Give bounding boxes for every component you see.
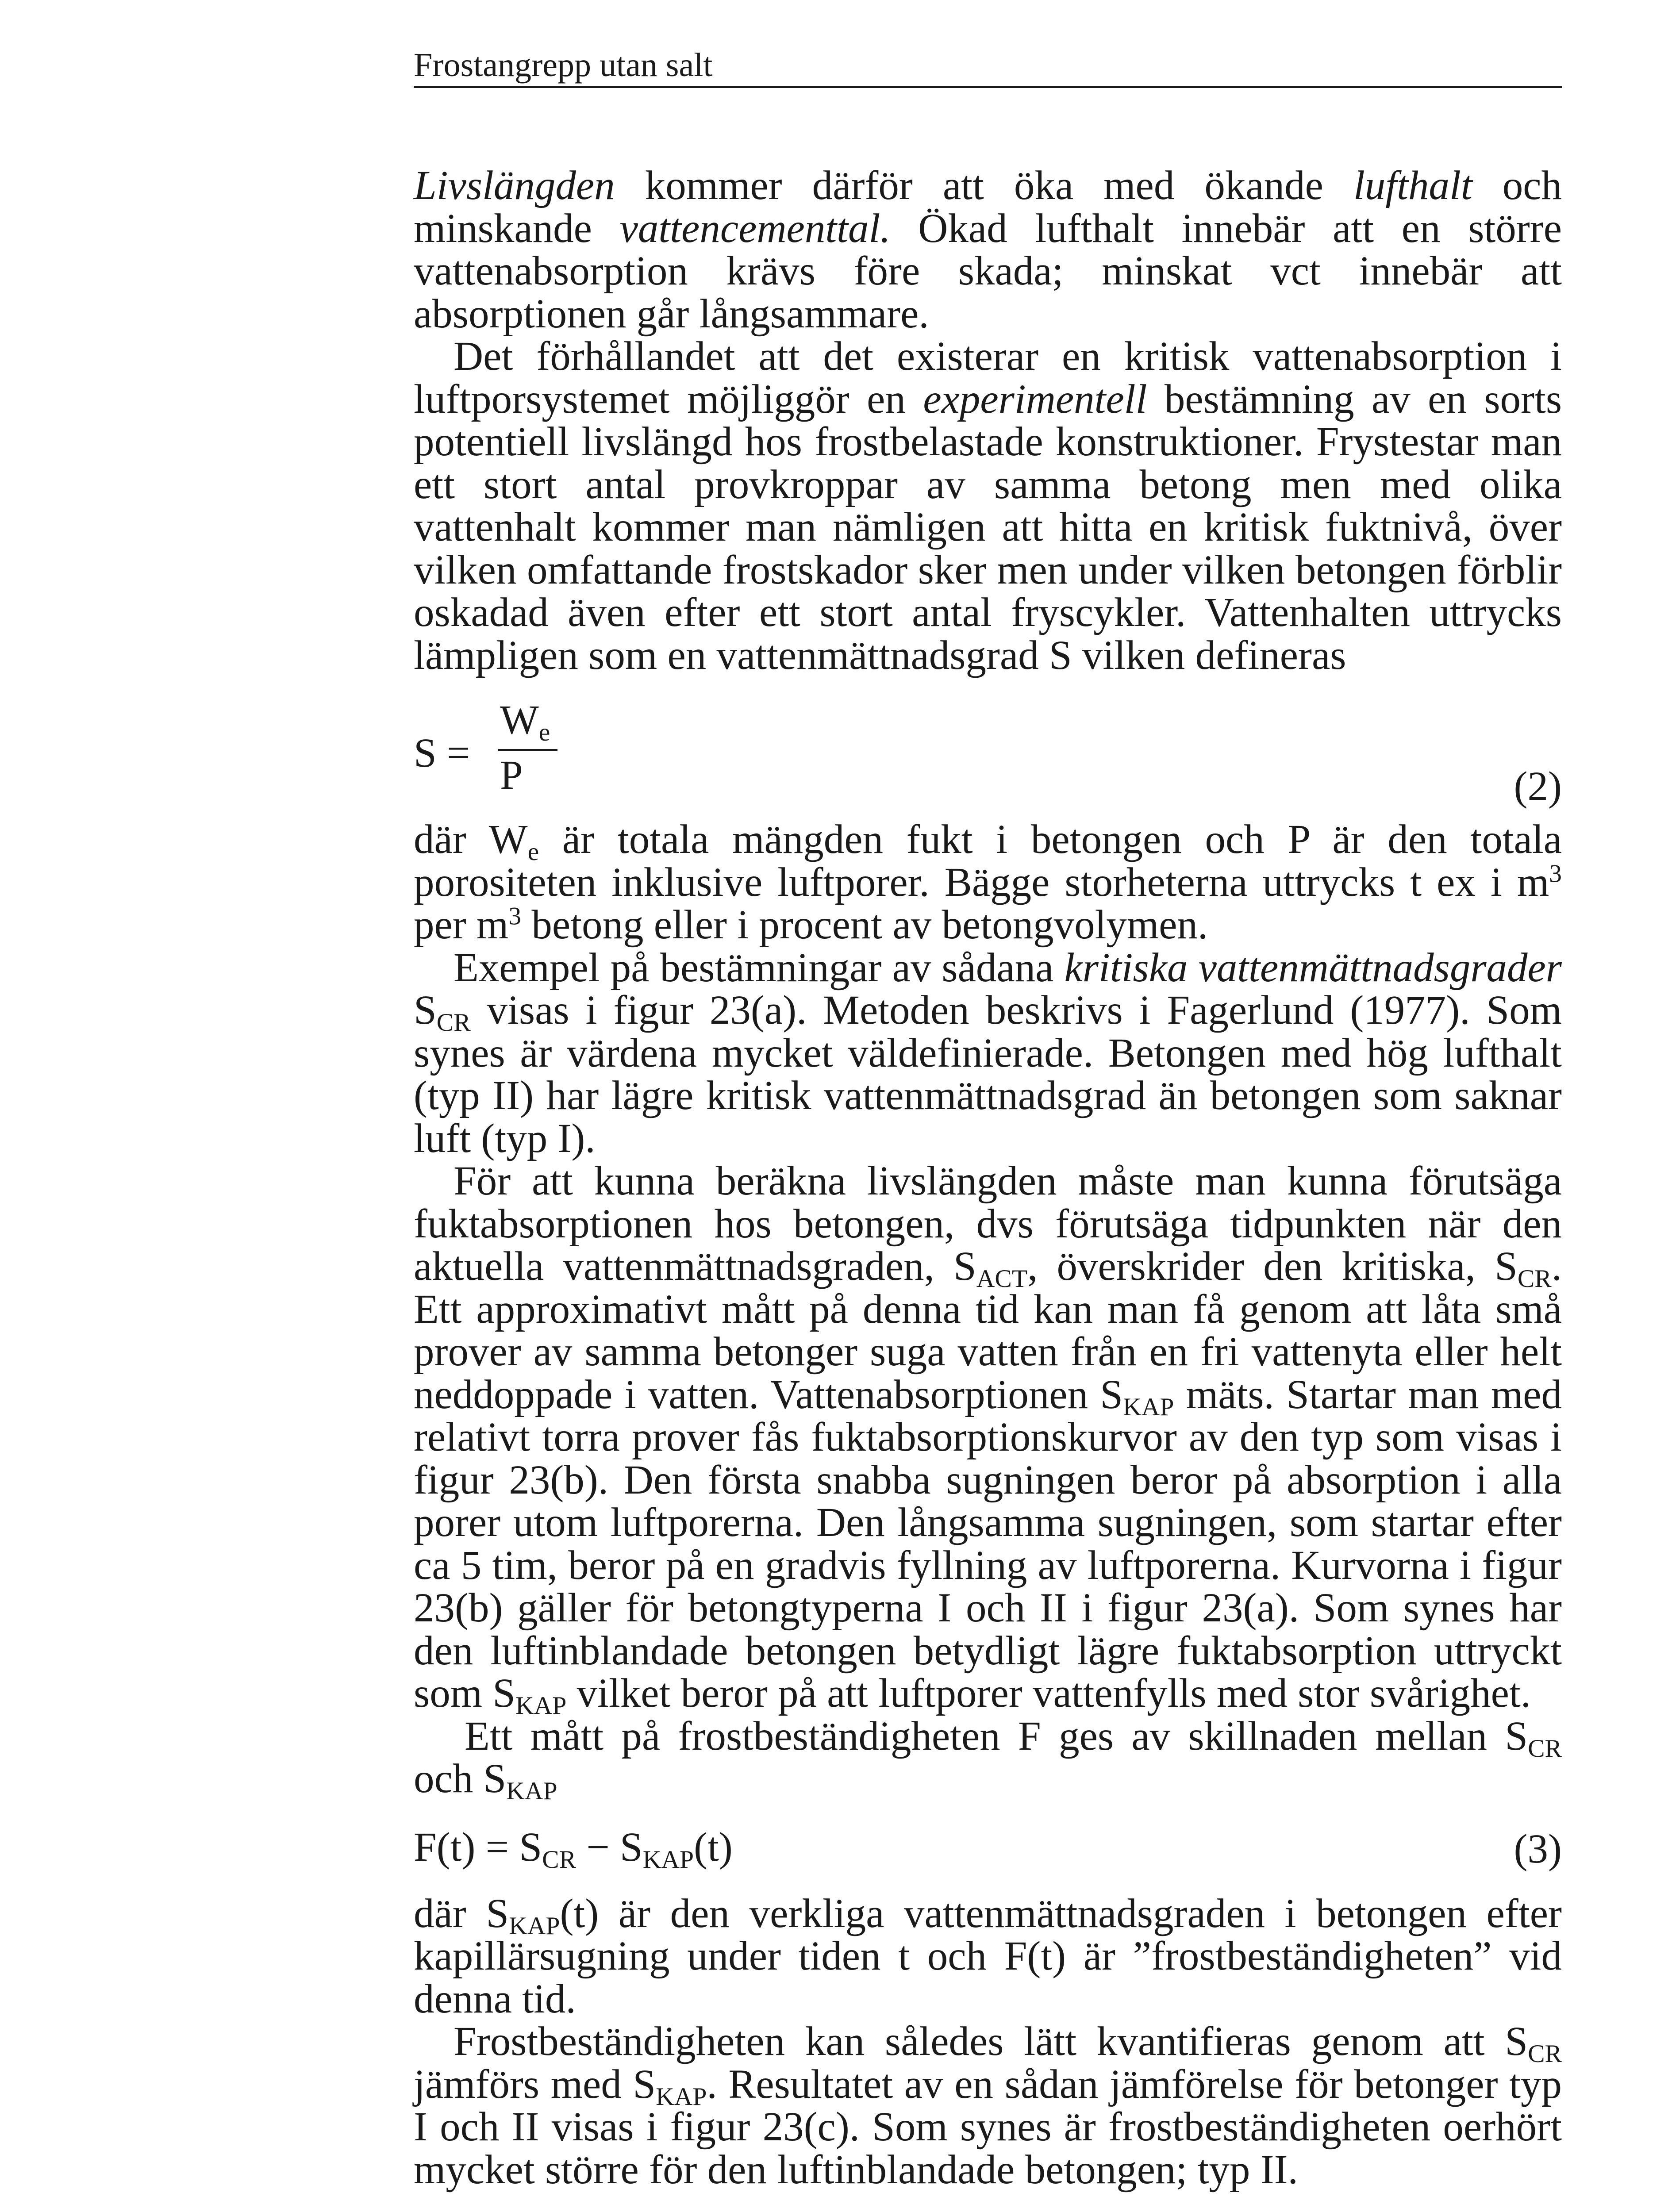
- paragraph-2: [414, 335, 1562, 677]
- text-run: . Resultatet av en sådan jämförelse för betonger typ I och II visas i figur 23(c). Som synes är frostbeständigheten oerhört mycket större för den luftinblandade betongen; typ II.: [414, 2061, 1562, 2193]
- equation-2-denominator: P: [500, 753, 523, 798]
- numerator-subscript: e: [538, 718, 550, 747]
- text-run: bestämning av en sorts potentiell livslängd hos frostbelastade konstruktioner. Frystestar man ett stort antal provkroppar av samma betong men med olika vattenhalt kommer man nämligen att hitta en kritisk fuktnivå, över vilken omfattande frostskador sker men under vilken betongen förblir oskadad även efter ett stort antal fryscykler. Vattenhalten uttrycks lämpligen som en vattenmättnadsgrad S vilken defineras: [414, 376, 1562, 678]
- term-livslangden: Livslängden: [414, 163, 615, 208]
- text-run: per m: [414, 902, 509, 948]
- text-run: (t): [694, 1824, 733, 1870]
- text-run: och S: [414, 1756, 507, 1801]
- paragraph-4: [414, 947, 1562, 1160]
- subscript: KAP: [1123, 1393, 1174, 1421]
- paragraph-5: [414, 1158, 1562, 1720]
- numerator-symbol: W: [500, 697, 539, 743]
- subscript: e: [527, 838, 539, 866]
- paragraph-3: [414, 818, 1562, 947]
- text-run: S: [414, 987, 437, 1033]
- subscript: KAP: [506, 1777, 557, 1805]
- text-run: jämförs med S: [414, 2061, 656, 2107]
- equation-3-number: (3): [1514, 1826, 1562, 1872]
- equation-2-numerator: [500, 697, 550, 747]
- paragraph-7: [414, 1890, 1562, 2022]
- text-run: För att kunna beräkna livslängden måste man kunna förutsäga fuktabsorptionen hos betongen, dvs förutsäga tidpunkten när den aktuella vattenmättnadsgraden, S: [414, 1158, 1562, 1289]
- header-title: Frostangrepp utan salt: [414, 46, 713, 84]
- text-run: mäts. Startar man med relativt torra prover fås fuktabsorptionskurvor av den typ som visas i figur 23(b). Den första snabba sugningen beror på absorption i alla porer utom luftporerna. Den långsamma sugningen, som startar efter ca 5 tim, beror på en gradvis fyllning av luftporerna. Kurvorna i figur 23(b) gäller för betongtyperna I och II i figur 23(a). Som synes har den luftinblandade betongen betydligt lägre fuktabsorption uttryckt som S: [414, 1371, 1562, 1716]
- running-header: [414, 44, 1562, 88]
- superscript: 3: [508, 902, 522, 930]
- text-run: F(t) = S: [414, 1824, 542, 1870]
- text-run: där S: [414, 1890, 509, 1936]
- text-run: Exempel på bestämningar av sådana: [454, 945, 1065, 991]
- term-vattencementtal: vattencementtal.: [619, 205, 891, 251]
- text-run: kommer därför att öka med ökande: [615, 163, 1353, 208]
- subscript: ACT: [976, 1265, 1028, 1293]
- subscript: KAP: [642, 1845, 694, 1874]
- subscript: CR: [1517, 1265, 1552, 1293]
- superscript: 3: [1549, 859, 1562, 887]
- text-run: Ökad lufthalt innebär att en större vattenabsorption krävs före skada; minskat vct innebär att absorptionen går långsammare.: [414, 205, 1562, 337]
- text-run: är totala mängden fukt i betongen och P är den totala porositeten inklusive luftporer. Bägge storheterna uttrycks t ex i m: [414, 817, 1562, 905]
- text-run: (t) är den verkliga vattenmättnadsgraden i betongen efter kapillärsugning under tiden t och F(t) är ”frostbeständigheten” vid denna tid.: [414, 1890, 1562, 2022]
- subscript: KAP: [509, 1912, 560, 1940]
- text-run: − S: [576, 1824, 643, 1870]
- text-run: visas i figur 23(a). Metoden beskrivs i Fagerlund (1977). Som synes är värdena mycket väldefinierade. Betongen med hög lufthalt (typ II) har lägre kritisk vattenmättnadsgrad än betongen som saknar luft (typ I).: [414, 987, 1562, 1161]
- term-lufthalt: lufthalt: [1353, 163, 1472, 208]
- paragraph-8: [414, 2020, 1562, 2191]
- text-run: , överskrider den kritiska, S: [1027, 1244, 1518, 1289]
- subscript: CR: [1528, 1734, 1562, 1763]
- subscript: KAP: [515, 1692, 567, 1720]
- text-run: och minskande: [414, 163, 1562, 251]
- text-run: vilket beror på att luftporer vattenfylls med stor svårighet.: [566, 1671, 1531, 1716]
- paragraph-6: [414, 1713, 1562, 1805]
- body-text: [414, 165, 1562, 2191]
- equation-2: [414, 677, 1562, 818]
- text-run: Frostbeständigheten kan således lätt kvantifieras genom att S: [454, 2019, 1528, 2064]
- subscript: CR: [542, 1845, 577, 1874]
- subscript: CR: [1528, 2040, 1562, 2068]
- equation-2-number: (2): [1514, 764, 1562, 809]
- term-experimentell: experimentell: [923, 376, 1147, 422]
- text-run: . Ett approximativt mått på denna tid kan man få genom att låta små prover av samma betonger suga vatten från en fri vattenyta eller helt neddoppade i vatten. Vattenabsorptionen S: [414, 1244, 1562, 1417]
- subscript: KAP: [656, 2082, 707, 2111]
- equation-2-lhs: S =: [414, 730, 470, 776]
- paragraph-1: [414, 165, 1562, 335]
- term-kritiska-vattenmattnadsgrader: kritiska vattenmättnadsgrader: [1064, 945, 1562, 991]
- text-run: Det förhållandet att det existerar en kritisk vattenabsorption i luftporsystemet möjliggör en: [414, 334, 1562, 422]
- text-run: betong eller i procent av betongvolymen.: [521, 902, 1208, 948]
- fraction-bar: [498, 749, 557, 751]
- equation-3: [414, 1801, 1562, 1893]
- text-run: där W: [414, 817, 528, 862]
- subscript: CR: [436, 1009, 471, 1037]
- equation-3-expression: [414, 1824, 733, 1874]
- text-run: Ett mått på frostbeständigheten F ges av skillnaden mellan S: [465, 1713, 1528, 1759]
